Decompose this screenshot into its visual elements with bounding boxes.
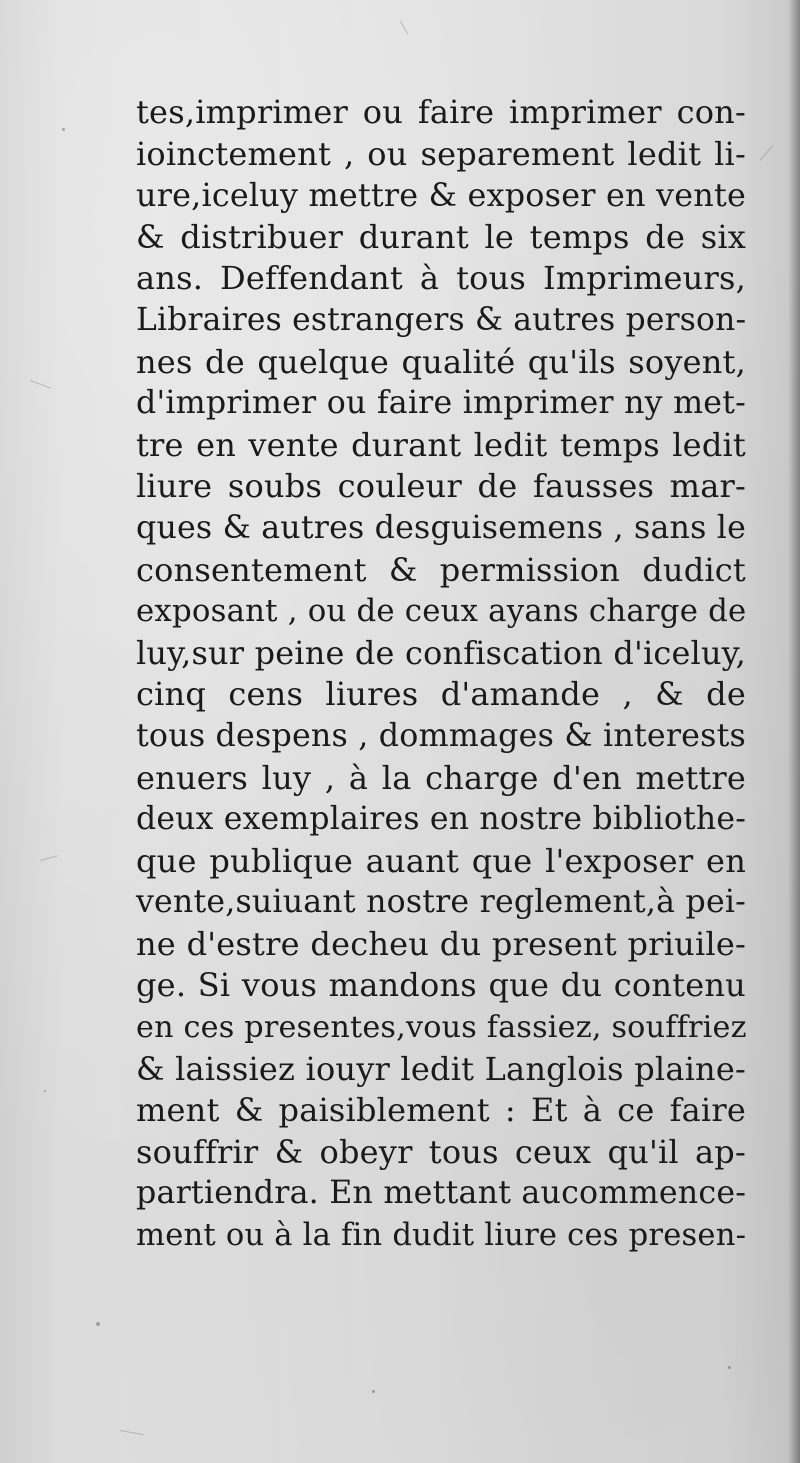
text-line: ques & autres desguisemens , sans le — [136, 509, 746, 546]
text-line: que publique auant que l'exposer en — [136, 841, 746, 880]
paper-speck — [62, 128, 65, 131]
text-line: Libraires estrangers & autres person- — [136, 301, 747, 338]
text-line: ment & paisiblement : Et à ce faire — [136, 1091, 746, 1130]
page-edge-shadow — [788, 0, 800, 1463]
text-line: ioinctement , ou separement ledit li- — [136, 134, 746, 173]
paper-speck — [728, 1366, 731, 1369]
paper-fiber — [30, 380, 51, 388]
paper-speck — [372, 1390, 375, 1393]
paper-speck — [96, 1322, 100, 1326]
text-line: ure,iceluy mettre & exposer en vente — [136, 176, 746, 215]
text-line: ne d'estre decheu du present priuile- — [136, 924, 746, 963]
text-line: exposant , ou de ceux ayans charge de — [136, 593, 747, 630]
text-line: & distribuer durant le temps de six — [136, 217, 746, 256]
text-line: & laissiez iouyr ledit Langlois plaine- — [136, 1049, 746, 1088]
paper-fiber — [760, 145, 774, 161]
body-text — [136, 92, 746, 1257]
text-line: vente,suiuant nostre reglement,à pei- — [136, 884, 746, 921]
text-line: ans. Deffendant à tous Imprimeurs, — [136, 259, 746, 298]
text-line: consentement & permission dudict — [136, 550, 746, 589]
text-line: nes de quelque qualité qu'ils soyent, — [136, 342, 746, 381]
text-line: partiendra. En mettant aucommence- — [136, 1175, 747, 1212]
text-line: ge. Si vous mandons que du contenu — [136, 966, 746, 1005]
text-line: ment ou à la fin dudit liure ces presen- — [136, 1218, 747, 1254]
text-line: en ces presentes,vous fassiez, souffriez — [136, 1010, 747, 1046]
paper-fiber — [120, 1430, 144, 1435]
text-line: liure soubs couleur de fausses mar- — [136, 467, 746, 506]
text-line: enuers luy , à la charge d'en mettre — [136, 758, 746, 797]
paper-speck — [44, 1090, 46, 1092]
text-line: deux exemplaires en nostre bibliothe- — [136, 801, 747, 838]
text-line: cinq cens liures d'amande , & de — [136, 675, 746, 714]
text-line: tes,imprimer ou faire imprimer con- — [136, 93, 746, 131]
paper-fiber — [40, 855, 58, 861]
text-line: tous despens , dommages & interests — [136, 717, 746, 754]
text-line: tre en vente durant ledit temps ledit — [136, 425, 746, 464]
paper-fiber — [400, 20, 409, 34]
text-line: luy,sur peine de confiscation d'iceluy, — [136, 633, 746, 672]
text-line: souffrir & obeyr tous ceux qu'il ap- — [136, 1132, 746, 1171]
text-line: d'imprimer ou faire imprimer ny met- — [136, 385, 746, 422]
